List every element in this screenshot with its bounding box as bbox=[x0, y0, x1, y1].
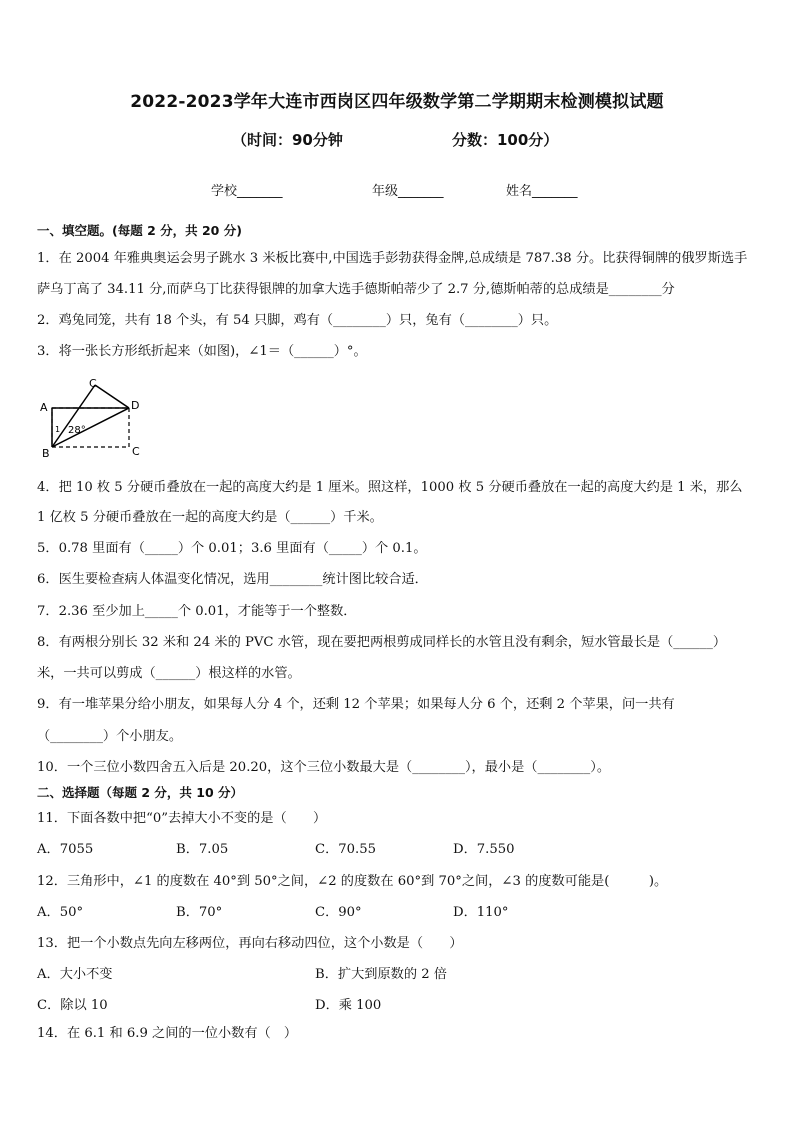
question-3: 3．将一张长方形纸折起来（如图)，∠1＝（______）°。 bbox=[37, 344, 367, 359]
q11-option-c: C．70.55 bbox=[315, 842, 377, 857]
q12-option-a: A．50° bbox=[37, 905, 84, 920]
school-field: 学校_______ bbox=[211, 184, 283, 199]
question-4-line1: 4．把 10 枚 5 分硬币叠放在一起的高度大约是 1 厘米。照这样，1000 枚 5 分硬币叠放在一起的高度大约是 1 米，那么 bbox=[37, 480, 743, 495]
section2-heading: 二、选择题（每题 2 分，共 10 分） bbox=[37, 785, 244, 800]
question-4-line2: 1 亿枚 5 分硬币叠放在一起的高度大约是（______）千米。 bbox=[37, 510, 383, 525]
figure-label-b: B bbox=[42, 447, 50, 460]
exam-score: 分数：100分） bbox=[452, 131, 559, 149]
question-9-line1: 9．有一堆苹果分给小朋友，如果每人分 4 个，还剩 12 个苹果；如果每人分 6 个，还剩 2 个苹果，问一共有 bbox=[37, 697, 675, 712]
figure-angle-mark: 1 bbox=[55, 425, 61, 434]
q12-option-b: B．70° bbox=[176, 905, 223, 920]
question-13: 13．把一个小数点先向左移两位，再向右移动四位，这个小数是（ ） bbox=[37, 936, 463, 951]
figure-fold-bd bbox=[52, 408, 129, 447]
exam-time: （时间：90分钟 bbox=[232, 131, 343, 149]
question-14: 14．在 6.1 和 6.9 之间的一位小数有（ ） bbox=[37, 1026, 298, 1041]
question-11: 11．下面各数中把“0”去掉大小不变的是（ ） bbox=[37, 811, 327, 826]
q12-option-c: C．90° bbox=[315, 905, 362, 920]
q11-option-a: A．7055 bbox=[37, 842, 94, 857]
figure-label-c-bottom: C bbox=[132, 445, 140, 458]
question-7: 7．2.36 至少加上_____个 0.01，才能等于一个整数． bbox=[37, 604, 357, 619]
question-8-line1: 8．有两根分别长 32 米和 24 米的 PVC 水管，现在要把两根剪成同样长的水管且没有剩余，短水管最长是（______） bbox=[37, 635, 727, 650]
q13-option-a: A．大小不变 bbox=[37, 967, 113, 982]
figure-edge-cd bbox=[95, 385, 129, 408]
q13-option-d: D．乘 100 bbox=[315, 998, 382, 1013]
question-6: 6．医生要检查病人体温变化情况，选用________统计图比较合适． bbox=[37, 572, 428, 587]
section1-heading: 一、填空题。(每题 2 分，共 20 分) bbox=[37, 223, 242, 238]
q12-option-d: D．110° bbox=[453, 905, 509, 920]
figure-label-a: A bbox=[40, 401, 48, 414]
figure-edge-bc bbox=[52, 385, 95, 447]
q11-option-d: D．7.550 bbox=[453, 842, 515, 857]
question-9-line2: （________）个小朋友。 bbox=[37, 729, 183, 744]
q11-option-b: B．7.05 bbox=[176, 842, 229, 857]
question-1-line2: 萨乌丁高了 34.11 分,而萨乌丁比获得银牌的加拿大选手德斯帕蒂少了 2.7 分,德斯帕蒂的总成绩是________分 bbox=[37, 282, 675, 297]
question-5: 5．0.78 里面有（_____）个 0.01；3.6 里面有（_____）个 0.1。 bbox=[37, 541, 427, 556]
name-field: 姓名_______ bbox=[506, 184, 578, 199]
figure-angle-value: 28° bbox=[68, 425, 86, 436]
exam-title: 2022-2023学年大连市西岗区四年级数学第二学期期末检测模拟试题 bbox=[130, 92, 664, 112]
figure-label-d: D bbox=[131, 399, 140, 412]
question-8-line2: 米，一共可以剪成（______）根这样的水管。 bbox=[37, 666, 301, 681]
q13-option-c: C．除以 10 bbox=[37, 998, 108, 1013]
question-2: 2．鸡兔同笼，共有 18 个头，有 54 只脚，鸡有（________）只，兔有（________）只。 bbox=[37, 313, 558, 328]
question-1-line1: 1．在 2004 年雅典奥运会男子跳水 3 米板比赛中,中国选手彭勃获得金牌,总成绩是 787.38 分。比获得铜牌的俄罗斯选手 bbox=[37, 251, 748, 266]
q13-option-b: B．扩大到原数的 2 倍 bbox=[315, 967, 447, 982]
grade-field: 年级_______ bbox=[372, 184, 444, 199]
folded-rectangle-figure bbox=[36, 375, 146, 465]
question-12: 12．三角形中，∠1 的度数在 40°到 50°之间，∠2 的度数在 60°到 70°之间，∠3 的度数可能是( )。 bbox=[37, 874, 668, 889]
figure-label-c-top: C bbox=[89, 377, 97, 390]
question-10: 10．一个三位小数四舍五入后是 20.20，这个三位小数最大是（________），最小是（________）。 bbox=[37, 760, 611, 775]
